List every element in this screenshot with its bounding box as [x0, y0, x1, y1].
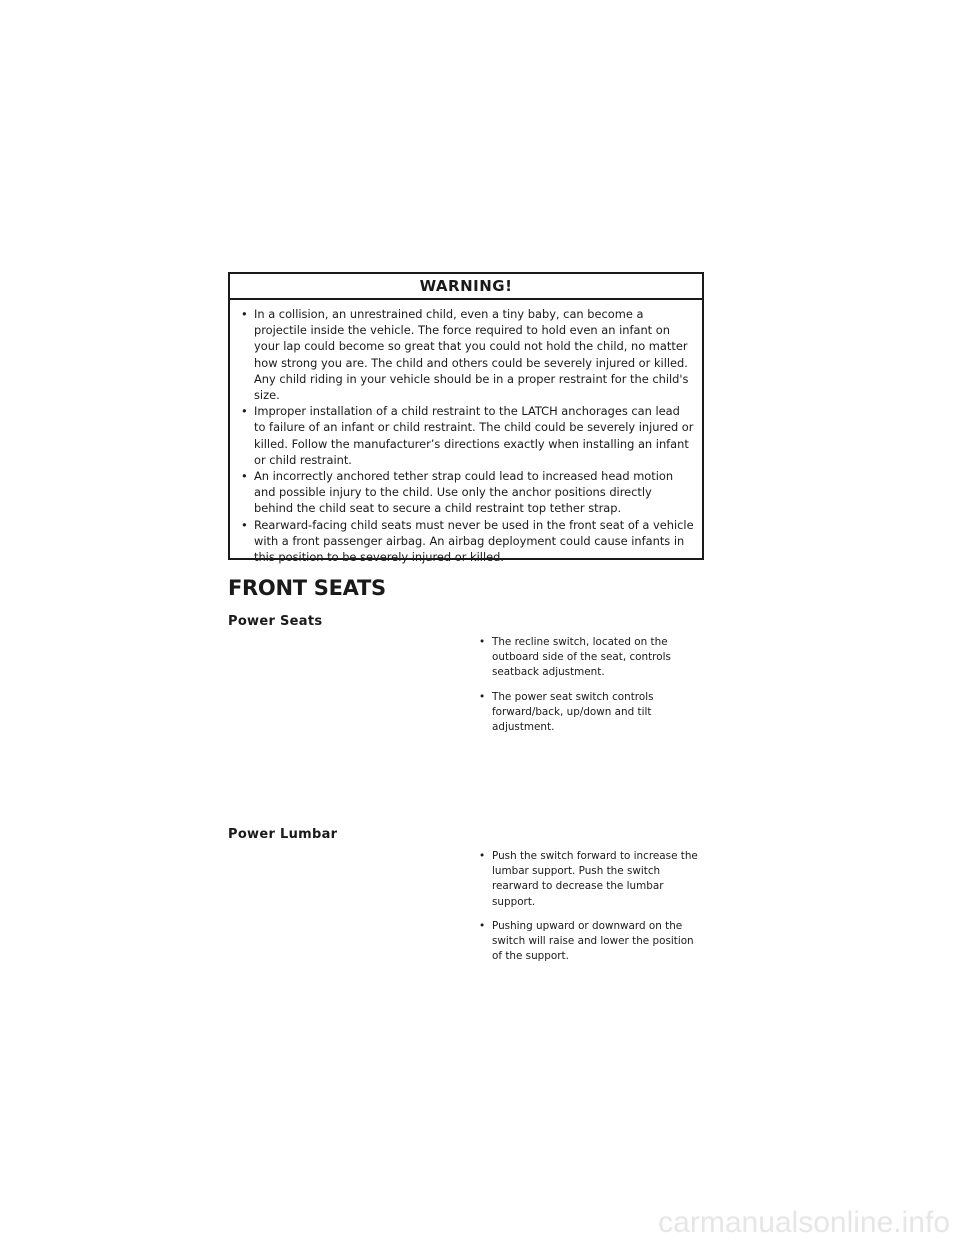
power-lumbar-heading: Power Lumbar	[228, 827, 338, 842]
section-title: FRONT SEATS	[228, 576, 386, 600]
warning-item: • In a collision, an unrestrained child, even a tiny baby, can become a projectile inside the vehicle. The force required to hold even an infant on your lap could become so great that you could not hold the child, no matter how strong you are. The child and others could be severely injured or killed. Any child riding in your vehicle should be in a proper restraint for the child's size.	[240, 306, 694, 403]
power-lumbar-item: • Push the switch forward to increase the lumbar support. Push the switch rearward to decrease the lumbar support.	[478, 849, 704, 910]
power-seats-list	[478, 635, 704, 744]
power-seats-heading: Power Seats	[228, 614, 323, 629]
warning-list	[230, 300, 702, 565]
warning-item: • Rearward-facing child seats must never be used in the front seat of a vehicle with a front passenger airbag. An airbag deployment could cause infants in this position to be severely injured or killed.	[240, 517, 694, 566]
warning-item: • Improper installation of a child restraint to the LATCH anchorages can lead to failure of an infant or child restraint. The child could be severely injured or killed. Follow the manufacturer’s directions exactly when installing an infant or child restraint.	[240, 403, 694, 468]
watermark: carmanualsonline.info	[658, 1206, 950, 1239]
power-lumbar-list	[478, 849, 704, 973]
warning-box	[228, 272, 704, 565]
warning-title: WARNING!	[230, 274, 702, 300]
power-seats-item: • The recline switch, located on the outboard side of the seat, controls seatback adjustment.	[478, 635, 704, 681]
warning-item: • An incorrectly anchored tether strap could lead to increased head motion and possible injury to the child. Use only the anchor positions directly behind the child seat to secure a child restraint top tether strap.	[240, 468, 694, 517]
power-seats-item: • The power seat switch controls forward/back, up/down and tilt adjustment.	[478, 690, 704, 736]
power-lumbar-item: • Pushing upward or downward on the switch will raise and lower the position of the support.	[478, 919, 704, 965]
